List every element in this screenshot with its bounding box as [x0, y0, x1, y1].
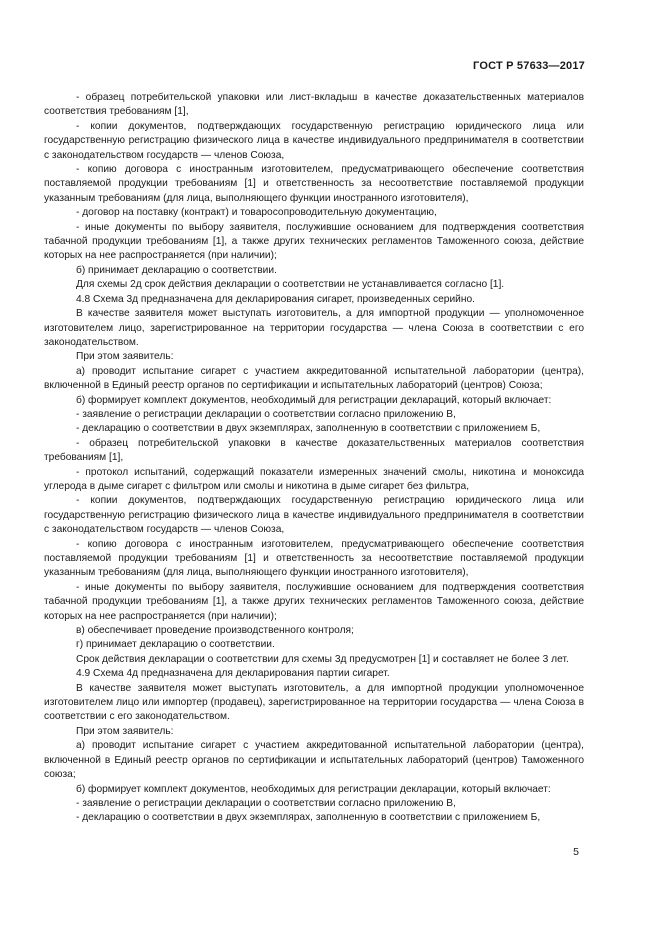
paragraph: - иные документы по выбору заявителя, послужившие основанием для подтверждения соответствия табачной продукции требованиям [1], а также других технических регламентов Таможенного союза, действие которых на нее распространяется (при наличии);: [44, 221, 584, 262]
paragraph: - образец потребительской упаковки или лист-вкладыш в качестве доказательственных материалов соответствия требованиям [1],: [44, 92, 584, 118]
paragraph: - протокол испытаний, содержащий показатели измеренных значений смолы, никотина и моноксида углерода в дыме сигарет с фильтром или смолы и никотина в дыме сигарет без фильтра,: [44, 466, 584, 492]
paragraph: г) принимает декларацию о соответствии.: [76, 639, 275, 651]
paragraph: 4.8 Схема 3д предназначена для декларирования сигарет, произведенных серийно.: [76, 293, 475, 305]
paragraph: В качестве заявителя может выступать изготовитель, а для импортной продукции уполномоченное изготовителем лицо или импортер (продавец), зарегистрированное на территории государства — члена Союза в соответствии с его законодательством.: [44, 682, 584, 723]
paragraph: - заявление о регистрации декларации о соответствии согласно приложению В,: [76, 408, 456, 420]
paragraph: В качестве заявителя может выступать изготовитель, а для импортной продукции — уполномоченное изготовителем лицо, зарегистрированное на территории государства — члена Союза в соответствии с его законодательством.: [44, 308, 584, 348]
paragraph: При этом заявитель:: [76, 725, 174, 737]
paragraph: - заявление о регистрации декларации о соответствии согласно приложению В,: [76, 797, 456, 809]
paragraph: а) проводит испытание сигарет с участием аккредитованной испытательной лаборатории (центра), включенной в Единый реестр органов по сертификации и испытательных лабораторий (центров) Таможенного союза;: [44, 740, 584, 781]
paragraph: - декларацию о соответствии в двух экземплярах, заполненную в соответствии с приложением Б,: [76, 812, 541, 824]
paragraph: Для схемы 2д срок действия декларации о соответствии не устанавливается согласно [1].: [76, 279, 505, 291]
paragraph: в) обеспечивает проведение производственного контроля;: [76, 625, 354, 637]
paragraph: 4.9 Схема 4д предназначена для декларирования партии сигарет.: [76, 668, 390, 680]
document-body: [44, 91, 584, 826]
standard-header: ГОСТ Р 57633—2017: [473, 60, 585, 72]
paragraph: б) формирует комплект документов, необходимый для регистрации деклараций, который включает:: [76, 394, 552, 406]
paragraph: При этом заявитель:: [76, 351, 174, 363]
paragraph: - копии документов, подтверждающих государственную регистрацию юридического лица или государственную регистрацию физического лица в качестве индивидуального предпринимателя в соответствии с законодательством государств — членов Союза,: [44, 495, 584, 536]
paragraph: - копии документов, подтверждающих государственную регистрацию юридического лица или государственную регистрацию физического лица в качестве индивидуального предпринимателя в соответствии с законодательством государств — членов Союза,: [44, 120, 584, 161]
paragraph: б) формирует комплект документов, необходимых для регистрации декларации, который включает:: [76, 783, 551, 795]
page-number: 5: [573, 846, 579, 858]
paragraph: б) принимает декларацию о соответствии.: [76, 264, 277, 276]
paragraph: - образец потребительской упаковки в качестве доказательственных материалов соответствия требованиям [1],: [44, 437, 584, 464]
paragraph: - декларацию о соответствии в двух экземплярах, заполненную в соответствии с приложением Б,: [76, 423, 541, 435]
paragraph: - договор на поставку (контракт) и товаросопроводительную документацию,: [76, 207, 437, 219]
paragraph: а) проводит испытание сигарет с участием аккредитованной испытательной лаборатории (центра), включенной в Единый реестр органов по сертификации и испытательных лабораторий (центров) Союза;: [44, 365, 584, 392]
paragraph: Срок действия декларации о соответствии для схемы 3д предусмотрен [1] и составляет не более 3 лет.: [76, 653, 569, 665]
paragraph: - копию договора с иностранным изготовителем, предусматривающего обеспечение соответствия поставляемой продукции требованиям [1] и ответственность за несоответствие поставляемой продукции указанным требованиям (для лица, выполняющего функции иностранного изготовителя),: [44, 164, 584, 204]
paragraph: - иные документы по выбору заявителя, послужившие основанием для подтверждения соответствия табачной продукции требованиям [1], а также других технических регламентов Таможенного союза, действие которых на нее распространяется (при наличии);: [44, 581, 584, 622]
paragraph: - копию договора с иностранным изготовителем, предусматривающего обеспечение соответствия поставляемой продукции требованиям [1] и ответственность за несоответствие поставляемой продукции указанным требованиям (для лица, выполняющего функции иностранного изготовителя),: [44, 538, 584, 579]
